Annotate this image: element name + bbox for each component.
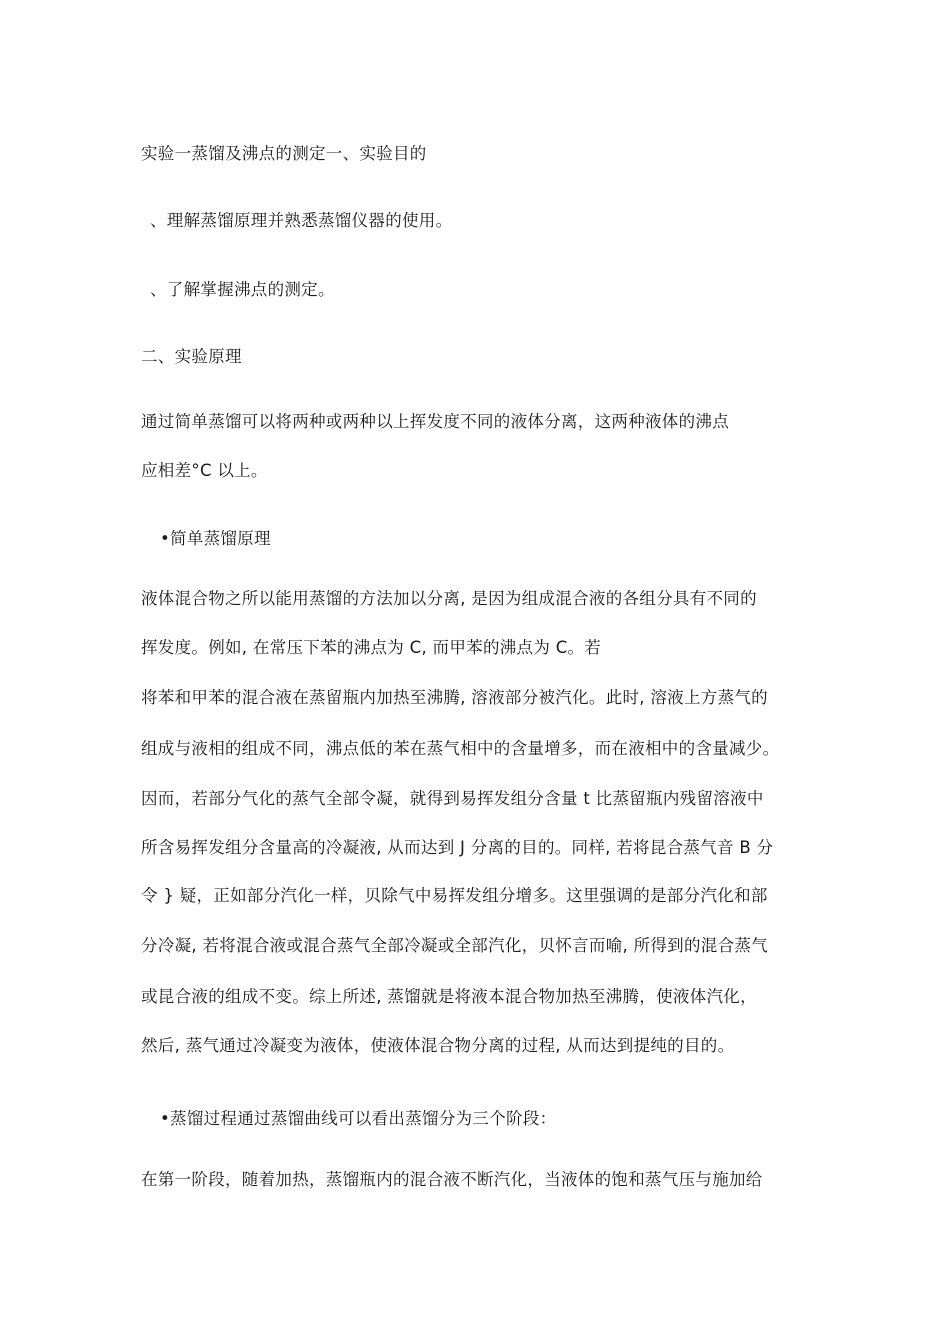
paragraph-line: 所含易挥发组分含量高的冷凝液, 从而达到 J 分离的目的。同样, 若将昆合蒸气音 B 分 bbox=[141, 838, 774, 857]
paragraph-line: 分冷凝, 若将混合液或混合蒸气全部冷凝或全部汽化，贝怀言而喻, 所得到的混合蒸气 bbox=[141, 936, 768, 955]
objective-item-1: 、理解蒸馏原理并熟悉蒸馏仪器的使用。 bbox=[150, 211, 453, 230]
document-title-line: 实验一蒸馏及沸点的测定一、实验目的 bbox=[141, 144, 427, 163]
paragraph-line: 应相差°C 以上。 bbox=[141, 461, 268, 480]
bullet-heading-simple-distillation: •简单蒸馏原理 bbox=[160, 529, 271, 548]
paragraph-line: 然后, 蒸气通过冷凝变为液体，使液体混合物分离的过程, 从而达到提纯的目的。 bbox=[141, 1036, 735, 1055]
bullet-heading-distillation-process: •蒸馏过程通过蒸馏曲线可以看出蒸馏分为三个阶段： bbox=[160, 1109, 557, 1128]
paragraph-line: 通过简单蒸馏可以将两种或两种以上挥发度不同的液体分离，这两种液体的沸点 bbox=[141, 412, 729, 431]
paragraph-line: 液体混合物之所以能用蒸馏的方法加以分离, 是因为组成混合液的各组分具有不同的 bbox=[141, 589, 757, 608]
paragraph-line: 或昆合液的组成不变。综上所述, 蒸馏就是将液本混合物加热至沸腾，使液体汽化， bbox=[141, 987, 757, 1006]
paragraph-line: 组成与液相的组成不同，沸点低的苯在蒸气相中的含量增多，而在液相中的含量减少。 bbox=[141, 739, 780, 758]
paragraph-line: 挥发度。例如, 在常压下苯的沸点为 C, 而甲苯的沸点为 C。若 bbox=[141, 638, 602, 657]
paragraph-line: 将苯和甲苯的混合液在蒸留瓶内加热至沸腾, 溶液部分被汽化。此时, 溶液上方蒸气的 bbox=[141, 688, 768, 707]
paragraph-line: 因而，若部分气化的蒸气全部令凝，就得到易挥发组分含量 t 比蒸留瓶内残留溶液中 bbox=[141, 789, 764, 808]
objective-item-2: 、了解掌握沸点的测定。 bbox=[150, 280, 335, 299]
section-heading-principle: 二、实验原理 bbox=[141, 347, 242, 366]
paragraph-line: 在第一阶段，随着加热，蒸馏瓶内的混合液不断汽化，当液体的饱和蒸气压与施加给 bbox=[141, 1170, 763, 1189]
paragraph-line: 令 } 疑，正如部分汽化一样，贝除气中易挥发组分增多。这里强调的是部分汽化和部 bbox=[141, 886, 768, 905]
